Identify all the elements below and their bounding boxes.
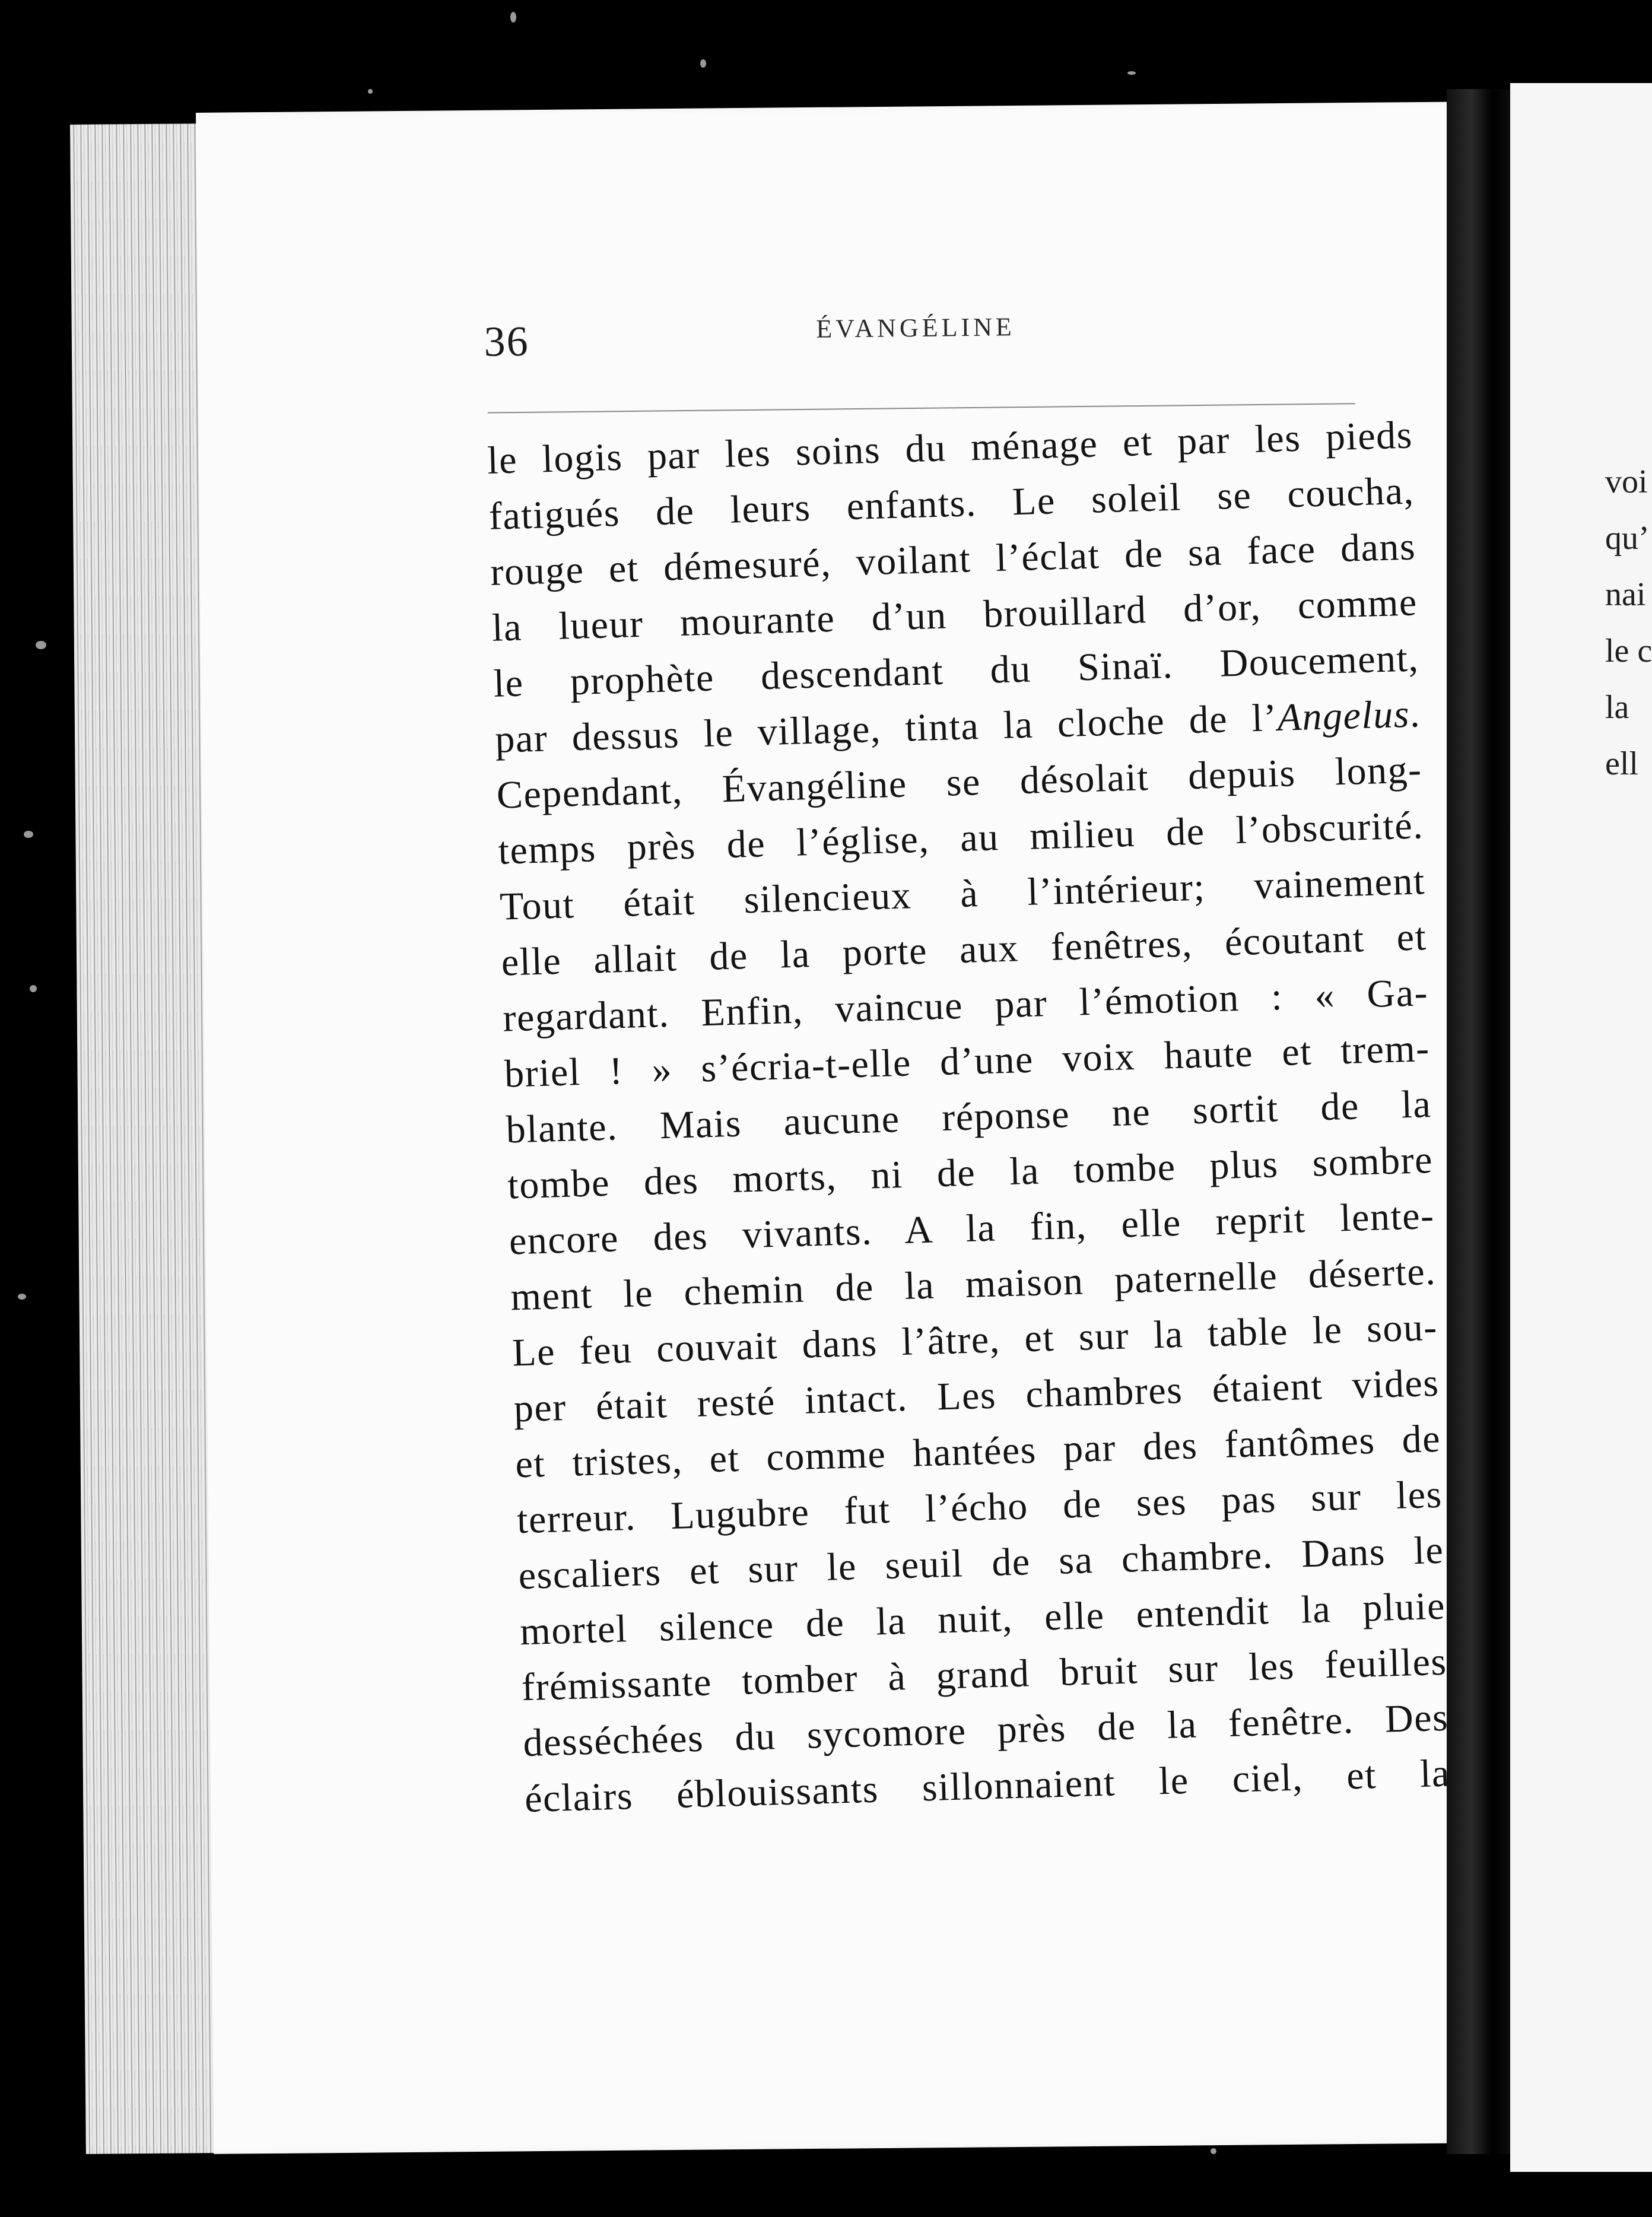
facing-page-text: voi — [1605, 463, 1648, 500]
text-line: terreur. Lugubre fut l’écho de ses pas sur les — [516, 1472, 1443, 1542]
text-line: regardant. Enfin, vaincue par l’émotion : « Ga- — [502, 971, 1429, 1040]
facing-page-text: ell — [1605, 745, 1638, 782]
text-line: blante. Mais aucune réponse ne sortit de la — [505, 1082, 1432, 1152]
text-line: temps près de l’église, au milieu de l’obscurité. — [497, 803, 1425, 873]
scan-speck — [30, 985, 37, 992]
facing-page-text: qu’ — [1605, 520, 1650, 557]
text-line: per était resté intact. Les chambres étaient vides — [513, 1361, 1440, 1431]
text-line: le logis par les soins du ménage et par les pieds — [487, 413, 1413, 482]
page-header — [291, 297, 1359, 374]
text-line: et tristes, et comme hantées par des fantômes de — [514, 1416, 1441, 1487]
facing-page — [1510, 83, 1652, 2172]
text-line: fatigués de leurs enfants. Le soleil se coucha, — [488, 469, 1415, 538]
text-line: rouge et démesuré, voilant l’éclat de sa face dans — [490, 525, 1416, 594]
text-line: ment le chemin de la maison paternelle déserte. — [510, 1249, 1437, 1319]
scan-speck — [700, 59, 706, 68]
scan-speck — [24, 831, 33, 838]
text-line: desséchées du sycomore près de la fenêtre. Des — [522, 1695, 1450, 1765]
scan-speck — [18, 1294, 26, 1300]
text-line: escaliers et sur le seuil de sa chambre. Dans le — [517, 1528, 1445, 1598]
text-line: encore des vivants. A la fin, elle reprit lente- — [509, 1193, 1435, 1263]
scan-speck — [368, 89, 373, 94]
text-line: Tout était silencieux à l’intérieur; vainement — [499, 859, 1426, 929]
facing-page-text: nai — [1605, 576, 1646, 613]
scan-speck — [1211, 2148, 1216, 2154]
scan-speck — [510, 12, 516, 23]
text-line: Cependant, Évangéline se désolait depuis long- — [496, 748, 1423, 817]
text-line: éclairs éblouissants sillonnaient le ciel, et la — [524, 1751, 1451, 1821]
page-number: 36 — [484, 317, 530, 366]
text-line: briel ! » s’écria-t-elle d’une voix haute et trem- — [504, 1027, 1431, 1096]
text-line: Le feu couvait dans l’âtre, et sur la table le sou- — [512, 1305, 1438, 1375]
scan-speck — [36, 641, 46, 649]
scan-speck — [1127, 71, 1136, 75]
text-line: mortel silence de la nuit, elle entendit la pluie — [519, 1584, 1446, 1654]
facing-page-text: la — [1605, 689, 1629, 726]
text-line: elle allait de la porte aux fenêtres, écoutant et — [500, 915, 1428, 984]
text-line: la lueur mourante d’un brouillard d’or, comme — [491, 580, 1418, 650]
facing-page-text: le c — [1605, 633, 1652, 669]
text-line: frémissante tomber à grand bruit sur les feuilles — [521, 1640, 1448, 1710]
running-head: ÉVANGÉLINE — [816, 312, 1016, 344]
text-line: le prophète descendant du Sinaï. Doucement, — [493, 636, 1420, 706]
text-line: tombe des morts, ni de la tombe plus sombre — [507, 1138, 1434, 1208]
text-line: par dessus le village, tinta la cloche de l’Angelus. — [494, 692, 1421, 761]
body-text — [487, 407, 1451, 1827]
